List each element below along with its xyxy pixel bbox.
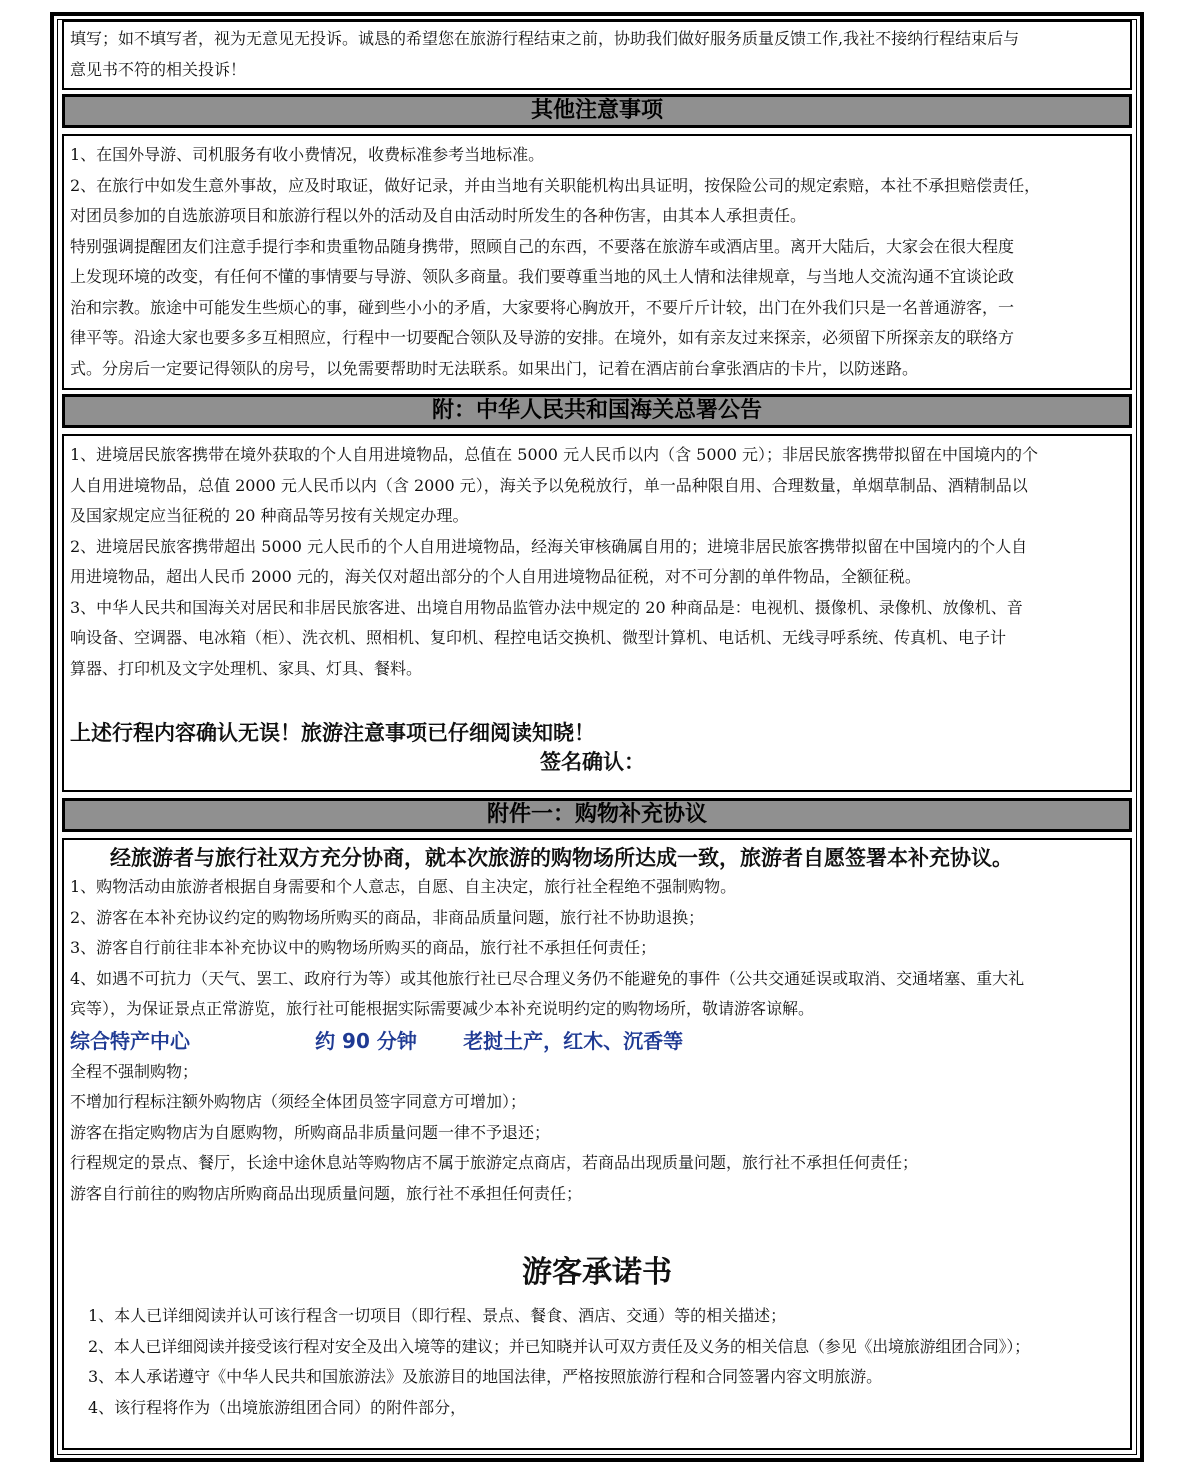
shop-duration: 约 90 分钟 [315, 1028, 417, 1053]
notes-line: 1、在国外导游、司机服务有收小费情况，收费标准参考当地标准。 [70, 145, 545, 164]
customs-line: 响设备、空调器、电冰箱（柜）、洗衣机、照相机、复印机、程控电话交换机、微型计算机、电话机、无线寻呼系统、传真机、电子计 [70, 628, 1007, 647]
notes-line: 2、在旅行中如发生意外事故，应及时取证，做好记录，并由当地有关职能机构出具证明，按保险公司的规定索赔，本社不承担赔偿责任， [70, 175, 1041, 195]
shop-name: 综合特产中心 [70, 1028, 190, 1053]
pledge-line: 2、本人已详细阅读并接受该行程对安全及出入境等的建议；并已知晓并认可双方责任及义务的相关信息（参见《出境旅游组团合同》）； [88, 1336, 1030, 1356]
intro-line: 填写；如不填写者，视为无意见无投诉。诚恳的希望您在旅游行程结束之前，协助我们做好服务质量反馈工作,我社不接纳行程结束后与 [70, 29, 1020, 48]
pledge-line: 1、本人已详细阅读并认可该行程含一切项目（即行程、景点、餐食、酒店、交通）等的相关描述； [88, 1306, 787, 1325]
shopping-rule: 游客在指定购物店为自愿购物，所购商品非质量问题一律不予退还； [70, 1122, 551, 1142]
notes-line: 律平等。沿途大家也要多多互相照应，行程中一切要配合领队及导游的安排。在境外，如有亲友过来探亲，必须留下所探亲友的联络方 [70, 328, 1015, 347]
notes-line: 特别强调提醒团友们注意手提行李和贵重物品随身携带，照顾自己的东西，不要落在旅游车或酒店里。离开大陆后，大家会在很大程度 [70, 236, 1015, 256]
signature-label: 签名确认： [540, 750, 645, 774]
shop-goods: 老挝土产，红木、沉香等 [463, 1028, 684, 1053]
notes-heading: 其他注意事项 [62, 94, 1132, 128]
notes-box [62, 134, 1132, 390]
shopping-box [62, 838, 1132, 1450]
shopping-rule: 不增加行程标注额外购物店（须经全体团员签字同意方可增加）； [70, 1092, 527, 1111]
customs-line: 3、中华人民共和国海关对居民和非居民旅客进、出境自用物品监管办法中规定的 20 种商品是：电视机、摄像机、录像机、放像机、音 [70, 597, 1023, 617]
notes-line: 治和宗教。旅途中可能发生些烦心的事，碰到些小小的矛盾，大家要将心胸放开，不要斤斤计较，出门在外我们只是一名普通游客，一 [70, 297, 1015, 317]
customs-line: 1、进境居民旅客携带在境外获取的个人自用进境物品，总值在 5000 元人民币以内（含 5000 元）；非居民旅客携带拟留在中国境内的个 [70, 445, 1038, 464]
shopping-line: 4、如遇不可抗力（天气、罢工、政府行为等）或其他旅行社已尽合理义务仍不能避免的事件（公共交通延误或取消、交通堵塞、重大礼 [70, 968, 1025, 988]
pledge-line: 4、该行程将作为（出境旅游组团合同）的附件部分， [88, 1397, 467, 1417]
shopping-line: 宾等），为保证景点正常游览，旅行社可能根据实际需要减少本补充说明约定的购物场所，敬请游客谅解。 [70, 999, 815, 1018]
confirm-statement: 上述行程内容确认无误！旅游注意事项已仔细阅读知晓！ [70, 721, 595, 745]
document-frame [50, 12, 1144, 1462]
customs-heading: 附：中华人民共和国海关总署公告 [62, 394, 1132, 428]
customs-line: 2、进境居民旅客携带超出 5000 元人民币的个人自用进境物品，经海关审核确属自用的；进境非居民旅客携带拟留在中国境内的个人自 [70, 536, 1028, 556]
shopping-heading: 附件一：购物补充协议 [62, 798, 1132, 832]
document-inner-border [57, 19, 1137, 1455]
intro-line: 意见书不符的相关投诉！ [70, 59, 247, 79]
notes-line: 式。分房后一定要记得领队的房号，以免需要帮助时无法联系。如果出门，记着在酒店前台拿张酒店的卡片，以防迷路。 [70, 358, 919, 378]
shopping-rule: 全程不强制购物； [70, 1061, 199, 1081]
shopping-rule: 行程规定的景点、餐厅，长途中途休息站等购物店不属于旅游定点商店，若商品出现质量问题，旅行社不承担任何责任； [70, 1153, 919, 1172]
intro-box [62, 20, 1132, 90]
customs-line: 用进境物品，超出人民币 2000 元的，海关仅对超出部分的个人自用进境物品征税，对不可分割的单件物品，全额征税。 [70, 567, 921, 586]
shopping-line: 1、购物活动由旅游者根据自身需要和个人意志，自愿、自主决定，旅行社全程绝不强制购物。 [70, 877, 737, 896]
pledge-title: 游客承诺书 [522, 1255, 672, 1290]
shop-row [70, 1025, 1124, 1057]
customs-line: 及国家规定应当征税的 20 种商品等另按有关规定办理。 [70, 506, 469, 525]
shopping-line: 2、游客在本补充协议约定的购物场所购买的商品，非商品质量问题，旅行社不协助退换； [70, 907, 705, 927]
notes-line: 上发现环境的改变，有任何不懂的事情要与导游、领队多商量。我们要尊重当地的风土人情和法律规章，与当地人交流沟通不宜谈论政 [70, 267, 1015, 286]
notes-line: 对团员参加的自选旅游项目和旅游行程以外的活动及自由活动时所发生的各种伤害，由其本人承担责任。 [70, 206, 807, 225]
customs-box [62, 434, 1132, 792]
shopping-rule: 游客自行前往的购物店所购商品出现质量问题，旅行社不承担任何责任； [70, 1183, 583, 1203]
shopping-lead: 经旅游者与旅行社双方充分协商，就本次旅游的购物场所达成一致，旅游者自愿签署本补充协议。 [110, 846, 1013, 870]
customs-line: 人自用进境物品，总值 2000 元人民币以内（含 2000 元），海关予以免税放行，单一品种限自用、合理数量，单烟草制品、酒精制品以 [70, 475, 1028, 495]
shopping-line: 3、游客自行前往非本补充协议中的购物场所购买的商品，旅行社不承担任何责任； [70, 938, 657, 957]
pledge-line: 3、本人承诺遵守《中华人民共和国旅游法》及旅游目的地国法律，严格按照旅游行程和合同签署内容文明旅游。 [88, 1367, 883, 1386]
customs-line: 算器、打印机及文字处理机、家具、灯具、餐料。 [70, 658, 423, 678]
